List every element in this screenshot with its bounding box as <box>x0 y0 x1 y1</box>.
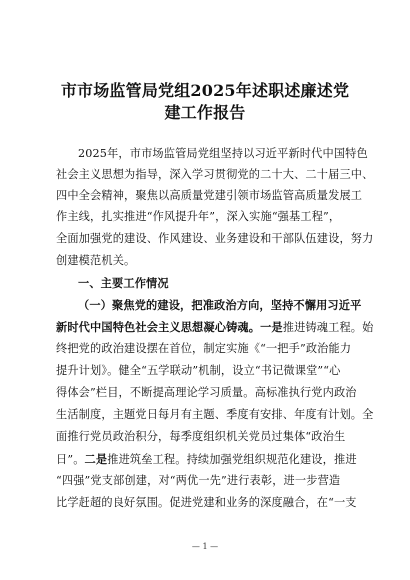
paragraph-line: 社会主义思想为指导，深入学习贯彻党的二十大、二十届三中、 <box>56 168 374 181</box>
paragraph-line: 比学赶超的良好氛围。促进党建和业务的深度融合，在“一支 <box>56 496 357 509</box>
paragraph-line: 四中全会精神，聚焦以高质量党建引领市场监管高质量发展工 <box>56 189 363 202</box>
section-heading: 一、主要工作情况 <box>78 276 169 290</box>
subsection-heading-line-2 <box>56 320 374 335</box>
paragraph-line <box>56 452 356 467</box>
body-text: 日”。 <box>56 453 85 466</box>
paragraph-line: 全面加强党的建设、作风建设、业务建设和干部队伍建设，努力 <box>56 232 374 245</box>
paragraph-line: 终把党的政治建设摆在首位，制定实施《“一把手”政治能力 <box>56 342 352 355</box>
paragraph-line: 创建模范机关。 <box>56 254 136 267</box>
paragraph-line: 得体会”栏目，不断提高理论学习质量。高标准执行党内政治 <box>56 386 357 399</box>
document-title-line-2: 建工作报告 <box>164 103 246 122</box>
page-number: — 1 — <box>191 542 219 551</box>
body-text: 推进筑垒工程。持续加强党组织规范化建设，推进 <box>107 453 357 466</box>
document-title-line-1: 市市场监管局党组2025年述职述廉述党 <box>60 81 350 100</box>
bold-lead-text: 二是 <box>84 452 108 466</box>
subsection-heading-line-1: （一）聚焦党的建设，把准政治方向，坚持不懈用习近平 <box>78 298 362 312</box>
paragraph-line: 2025年，市市场监管局党组坚持以习近平新时代中国特色 <box>78 147 368 160</box>
bold-lead-text: 新时代中国特色社会主义思想凝心铸魂。一是 <box>56 320 283 334</box>
paragraph-line: 生活制度，主题党日每月有主题、季度有安排、年度有计划。全 <box>56 408 374 421</box>
paragraph-line: 提升计划》。健全“五学联动”机制，设立“书记微课堂”“心 <box>56 364 341 377</box>
paragraph-line: “四强”党支部创建，对“两优一先”进行表彰，进一步营造 <box>56 474 341 487</box>
body-text: 推进铸魂工程。始 <box>282 321 374 334</box>
paragraph-line: 作主线，扎实推进“作风提升年”，深入实施“强基工程”， <box>56 210 341 223</box>
paragraph-line: 面推行党员政治积分，每季度组织机关党员过集体“政治生 <box>56 430 346 443</box>
